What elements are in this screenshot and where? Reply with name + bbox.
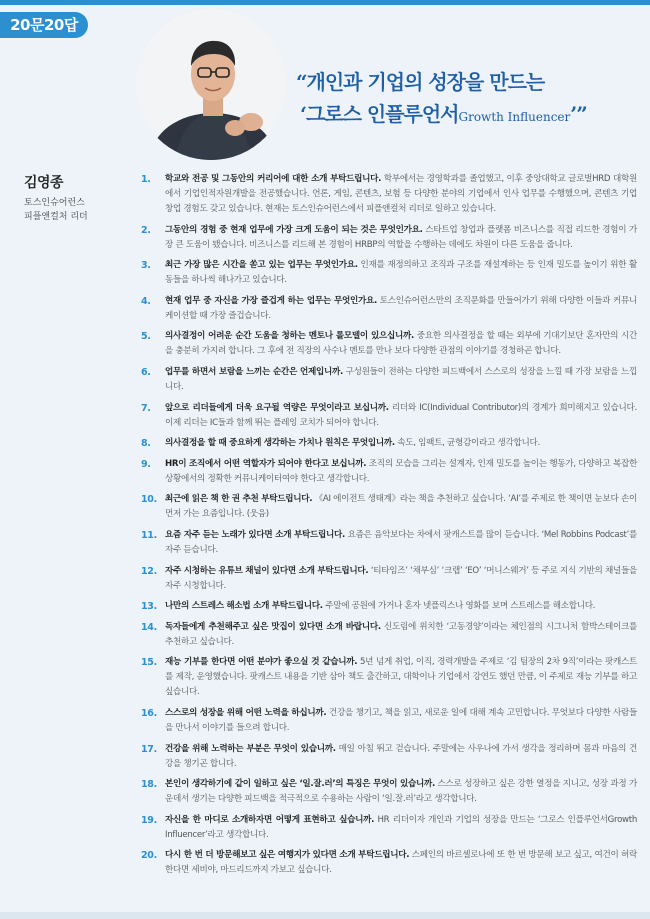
qa-number: 3. — [141, 260, 151, 272]
interviewee-details — [24, 196, 134, 224]
qa-item — [141, 457, 637, 487]
qa-item — [141, 742, 637, 772]
qa-number: 2. — [141, 224, 151, 236]
qa-question: 자주 시청하는 유튜브 채널이 있다면 소개 부탁드립니다. — [165, 565, 369, 576]
qa-answer: 중요한 의사결정을 할 때는 외부에 기대기보단 혼자만의 시간을 충분히 가지려 합니다. 그 후에 전 직장의 사수나 멘토를 만나 보다 다양한 관점의 이야기를 경청하곤 합니다. — [165, 331, 637, 357]
qa-question: 그동안의 경험 중 현재 업무에 가장 크게 도움이 되는 것은 무엇인가요. — [165, 224, 423, 235]
qa-answer: 스타트업 창업과 플랫폼 비즈니스를 직접 리드한 경험이 가장 큰 도움이 됐습니다. 비즈니스를 리드해 본 경험이 HRBP의 역할을 수행하는 데에도 차원이 다른 도움을 줍니다. — [165, 224, 637, 250]
qa-question: 앞으로 리더들에게 더욱 요구될 역량은 무엇이라고 보십니까. — [165, 402, 389, 413]
qa-number: 6. — [141, 366, 151, 378]
interviewee-company: 토스인슈어런스 — [24, 198, 85, 208]
qa-answer: 매일 아침 뛰고 걷습니다. 주말에는 사우나에 가서 생각을 정리하며 몸과 마음의 건강을 챙기곤 합니다. — [165, 743, 637, 769]
portrait-illustration — [135, 8, 287, 160]
qa-item — [141, 223, 637, 253]
qa-item — [141, 848, 637, 878]
headline-line-1 — [296, 66, 636, 98]
qa-number: 4. — [141, 295, 151, 307]
qa-question: 독자들에게 추천해주고 싶은 맛집이 있다면 소개 바랍니다. — [165, 621, 381, 632]
portrait-photo — [135, 8, 287, 160]
qa-question: 학교와 전공 및 그동안의 커리어에 대한 소개 부탁드립니다. — [165, 174, 382, 184]
qa-answer: 스스로 성장하고 싶은 강한 열정을 지니고, 성장 과정 가운데서 생기는 다양한 피드백을 적극적으로 수용하는 사람이 ‘일.잘.러’라고 생각합니다. — [165, 779, 638, 805]
qa-number: 15. — [141, 657, 157, 669]
qa-question: 의사결정을 할 때 중요하게 생각하는 가치나 원칙은 무엇입니까. — [165, 438, 395, 449]
qa-question: 최근 가장 많은 시간을 쏟고 있는 업무는 무엇인가요. — [165, 260, 358, 271]
qa-item — [141, 172, 637, 217]
headline — [296, 66, 636, 133]
qa-answer: 5년 넘게 취업, 이직, 경력개발을 주제로 ‘김 팀장의 2차 9직’이라는 팟캐스트를 제작, 운영했습니다. 팟캐스트 내용을 기반 삼아 책도 출간하고, 대학이나 기업에서 강연도 했던 만큼, 이 주제로 재능 기부를 하고 싶습니다. — [165, 657, 638, 698]
qa-question: 최근에 읽은 책 한 권 추천 부탁드립니다. — [165, 494, 313, 505]
qa-question: 요즘 자주 듣는 노래가 있다면 소개 부탁드립니다. — [165, 529, 346, 540]
qa-item — [141, 258, 637, 288]
qa-answer: 요즘은 음악보다는 차에서 팟캐스트를 많이 듣습니다. ‘Mel Robbins Podcast’를 자주 듣습니다. — [165, 529, 637, 555]
qa-question: 자신을 한 마디로 소개하자면 어떻게 표현하고 싶습니까. — [165, 814, 375, 825]
qa-answer: 학부에서는 경영학과를 졸업했고, 이후 중앙대학교 글로벌HRD 대학원에서 기업인적자원개발을 전공했습니다. 언론, 게임, 콘텐츠, 보험 등 다양한 분야의 기업에서 인사 업무를 수행했으며, 콘텐츠 기업 창업 경험도 갖고 있습니다. 현재는 토스인슈어런스에서 피플앤컬처 리더로 일하고 있습니다. — [165, 174, 637, 214]
qa-answer: 스페인의 바르셀로나에 또 한 번 방문해 보고 싶고, 여건이 허락한다면 세비야, 마드리드까지 가보고 싶습니다. — [165, 850, 637, 876]
top-accent-bar — [0, 0, 650, 5]
qa-question: 건강을 위해 노력하는 부분은 무엇이 있습니까. — [165, 743, 336, 754]
qa-number: 11. — [141, 529, 157, 541]
qa-question: 나만의 스트레스 해소법 소개 부탁드립니다. — [165, 601, 323, 612]
qa-item — [141, 777, 637, 807]
qa-item — [141, 706, 637, 736]
headline-line-2 — [300, 98, 636, 133]
qa-question: 스스로의 성장을 위해 어떤 노력을 하십니까. — [165, 707, 327, 718]
qa-question: 업무를 하면서 보람을 느끼는 순간은 언제입니까. — [165, 366, 343, 377]
headline-line-2-text: ‘그로스 인플루언서 — [300, 102, 459, 126]
interviewee-profile — [24, 172, 134, 224]
qa-item — [141, 294, 637, 324]
qa-number: 7. — [141, 402, 151, 414]
qa-number: 16. — [141, 707, 157, 719]
qa-number: 14. — [141, 621, 157, 633]
qa-item — [141, 655, 637, 700]
interviewee-title: 피플앤컬처 리더 — [24, 212, 88, 222]
headline-close-quote: ’” — [570, 102, 587, 126]
qa-question: 본인이 생각하기에 같이 일하고 싶은 ‘일.잘.러’의 특징은 무엇이 있습니까. — [165, 779, 435, 790]
qa-number: 1. — [141, 174, 151, 185]
qa-item — [141, 436, 637, 451]
qa-answer: HR 리더이자 개인과 기업의 성장을 만드는 ‘그로스 인플루언서Growth Influencer’라고 생각합니다. — [165, 814, 637, 840]
qa-list — [141, 172, 637, 884]
qa-item — [141, 365, 637, 395]
qa-item — [141, 813, 637, 843]
qa-item — [141, 599, 637, 614]
qa-number: 13. — [141, 601, 157, 613]
section-tag: 20문20답 — [0, 12, 88, 38]
qa-number: 20. — [141, 850, 157, 862]
qa-answer: 구성원들이 전하는 다양한 피드백에서 스스로의 성장을 느낄 때 가장 보람을 느낍니다. — [165, 366, 637, 392]
qa-answer: 건강을 챙기고, 책을 읽고, 새로운 일에 대해 계속 고민합니다. 무엇보다 다양한 사람들을 만나서 이야기를 들으려 합니다. — [165, 707, 637, 733]
qa-number: 5. — [141, 331, 151, 343]
qa-answer: 《AI 에이전트 생태계》라는 책을 추천하고 싶습니다. ‘AI’를 주제로 한 책이면 눈보다 손이 먼저 가는 요즘입니다. (웃음) — [165, 494, 637, 520]
qa-number: 12. — [141, 565, 157, 577]
qa-number: 19. — [141, 814, 157, 826]
qa-item — [141, 620, 637, 650]
headline-english-subtitle: Growth Influencer — [458, 110, 571, 124]
qa-item — [141, 329, 637, 359]
qa-answer: 리더와 IC(Individual Contributor)의 경계가 희미해지고 있습니다. 이제 리더는 IC들과 함께 뛰는 플레잉 코치가 되어야 합니다. — [165, 402, 637, 428]
qa-item — [141, 564, 637, 594]
qa-number: 8. — [141, 438, 151, 450]
qa-answer: 조직의 모습을 그리는 설계자, 인재 밀도를 높이는 행동가, 다양하고 복잡한 상황에서의 정확한 커뮤니케이터여야 한다고 생각합니다. — [165, 458, 637, 484]
qa-question: 다시 한 번 더 방문해보고 싶은 여행지가 있다면 소개 부탁드립니다. — [165, 850, 410, 861]
headline-open-quote: “ — [296, 70, 307, 94]
headline-line-1-text: 개인과 기업의 성장을 만드는 — [306, 70, 545, 94]
qa-item — [141, 401, 637, 431]
bottom-band — [0, 912, 650, 919]
qa-item — [141, 528, 637, 558]
qa-answer: 신도림에 위치한 ‘고동경양’이라는 체인점의 시그니처 함박스테이크를 추천하고 싶습니다. — [165, 621, 637, 647]
qa-number: 9. — [141, 458, 151, 470]
qa-question: 의사결정이 어려운 순간 도움을 청하는 멘토나 롤모델이 있으십니까. — [165, 331, 414, 342]
qa-answer: 인재를 재정의하고 조직과 구조를 재설계하는 등 인재 밀도를 높이기 위한 활동들을 하나씩 해나가고 있습니다. — [165, 260, 637, 286]
qa-answer: 속도, 임팩트, 균형감이라고 생각합니다. — [394, 438, 540, 449]
qa-number: 10. — [141, 494, 157, 506]
qa-question: HR이 조직에서 어떤 역할자가 되어야 한다고 보십니까. — [165, 458, 367, 469]
qa-answer: 주말에 공원에 가거나 혼자 넷플릭스나 영화를 보며 스트레스를 해소합니다. — [322, 601, 596, 612]
qa-question: 현재 업무 중 자신을 가장 즐겁게 하는 업무는 무엇인가요. — [165, 295, 377, 306]
qa-number: 18. — [141, 779, 157, 791]
qa-answer: 토스인슈어런스만의 조직문화를 만들어가기 위해 다양한 이들과 커뮤니케이션할 때 가장 즐겁습니다. — [165, 295, 637, 321]
qa-question: 재능 기부를 한다면 어떤 분야가 좋으실 것 같습니까. — [165, 657, 358, 668]
interviewee-name: 김영종 — [24, 175, 64, 191]
qa-answer: ‘티타임즈’ ‘채부심’ ‘크랩’ ‘EO’ ‘머니스웨거’ 등 주로 지식 기반의 채널들을 자주 시청합니다. — [165, 565, 637, 591]
qa-number: 17. — [141, 743, 157, 755]
qa-item — [141, 492, 637, 522]
